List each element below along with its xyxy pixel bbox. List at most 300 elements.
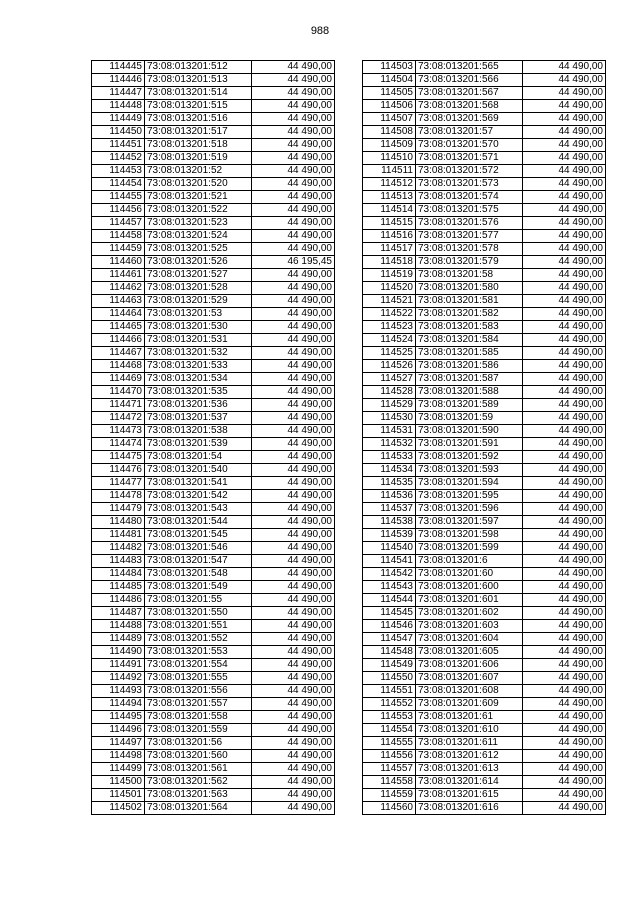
row-number-cell: 114460	[92, 256, 145, 269]
value-cell: 44 490,00	[252, 243, 335, 256]
row-number-cell: 114544	[363, 594, 416, 607]
row-number-cell: 114471	[92, 399, 145, 412]
row-number-cell: 114490	[92, 646, 145, 659]
row-number-cell: 114508	[363, 126, 416, 139]
table-row	[363, 139, 606, 152]
cadastral-number-cell: 73:08:013201:538	[145, 425, 252, 438]
table-row	[92, 477, 335, 490]
value-cell: 44 490,00	[523, 477, 606, 490]
row-number-cell: 114558	[363, 776, 416, 789]
value-cell: 44 490,00	[523, 269, 606, 282]
table-row	[92, 113, 335, 126]
row-number-cell: 114484	[92, 568, 145, 581]
row-number-cell: 114482	[92, 542, 145, 555]
value-cell: 44 490,00	[523, 620, 606, 633]
value-cell: 44 490,00	[523, 724, 606, 737]
value-cell: 44 490,00	[252, 347, 335, 360]
value-cell: 44 490,00	[252, 438, 335, 451]
table-row	[92, 100, 335, 113]
table-row	[363, 542, 606, 555]
value-cell: 44 490,00	[523, 503, 606, 516]
row-number-cell: 114543	[363, 581, 416, 594]
row-number-cell: 114504	[363, 74, 416, 87]
value-cell: 44 490,00	[523, 438, 606, 451]
table-row	[363, 412, 606, 425]
table-row	[92, 776, 335, 789]
cadastral-number-cell: 73:08:013201:550	[145, 607, 252, 620]
table-row	[363, 555, 606, 568]
cadastral-number-cell: 73:08:013201:595	[416, 490, 523, 503]
cadastral-number-cell: 73:08:013201:515	[145, 100, 252, 113]
value-cell: 44 490,00	[523, 256, 606, 269]
row-number-cell: 114472	[92, 412, 145, 425]
table-row	[363, 191, 606, 204]
table-row	[363, 308, 606, 321]
table-row	[363, 243, 606, 256]
cadastral-number-cell: 73:08:013201:616	[416, 802, 523, 815]
table-row	[363, 256, 606, 269]
cadastral-number-cell: 73:08:013201:574	[416, 191, 523, 204]
row-number-cell: 114502	[92, 802, 145, 815]
cadastral-number-cell: 73:08:013201:523	[145, 217, 252, 230]
cadastral-number-cell: 73:08:013201:566	[416, 74, 523, 87]
table-row	[92, 555, 335, 568]
value-cell: 44 490,00	[523, 672, 606, 685]
table-row	[363, 269, 606, 282]
table-row	[363, 516, 606, 529]
row-number-cell: 114491	[92, 659, 145, 672]
row-number-cell: 114463	[92, 295, 145, 308]
table-row	[363, 230, 606, 243]
table-row	[363, 321, 606, 334]
value-cell: 44 490,00	[252, 516, 335, 529]
row-number-cell: 114483	[92, 555, 145, 568]
row-number-cell: 114447	[92, 87, 145, 100]
cadastral-number-cell: 73:08:013201:587	[416, 373, 523, 386]
table-row	[363, 620, 606, 633]
cadastral-number-cell: 73:08:013201:534	[145, 373, 252, 386]
cadastral-number-cell: 73:08:013201:543	[145, 503, 252, 516]
row-number-cell: 114541	[363, 555, 416, 568]
table-row	[363, 776, 606, 789]
row-number-cell: 114547	[363, 633, 416, 646]
row-number-cell: 114555	[363, 737, 416, 750]
cadastral-number-cell: 73:08:013201:549	[145, 581, 252, 594]
cadastral-number-cell: 73:08:013201:615	[416, 789, 523, 802]
value-cell: 44 490,00	[523, 282, 606, 295]
cadastral-number-cell: 73:08:013201:547	[145, 555, 252, 568]
table-row	[363, 802, 606, 815]
row-number-cell: 114446	[92, 74, 145, 87]
value-cell: 44 490,00	[252, 581, 335, 594]
row-number-cell: 114536	[363, 490, 416, 503]
value-cell: 44 490,00	[523, 451, 606, 464]
row-number-cell: 114551	[363, 685, 416, 698]
cadastral-number-cell: 73:08:013201:518	[145, 139, 252, 152]
table-row	[363, 477, 606, 490]
value-cell: 44 490,00	[252, 191, 335, 204]
row-number-cell: 114473	[92, 425, 145, 438]
value-cell: 44 490,00	[252, 386, 335, 399]
cadastral-number-cell: 73:08:013201:564	[145, 802, 252, 815]
table-row	[92, 126, 335, 139]
row-number-cell: 114522	[363, 308, 416, 321]
value-cell: 44 490,00	[252, 334, 335, 347]
table-row	[92, 217, 335, 230]
value-cell: 44 490,00	[252, 568, 335, 581]
value-cell: 44 490,00	[252, 789, 335, 802]
value-cell: 44 490,00	[523, 308, 606, 321]
value-cell: 44 490,00	[252, 607, 335, 620]
value-cell: 44 490,00	[523, 425, 606, 438]
value-cell: 44 490,00	[252, 217, 335, 230]
row-number-cell: 114488	[92, 620, 145, 633]
value-cell: 44 490,00	[523, 152, 606, 165]
cadastral-number-cell: 73:08:013201:522	[145, 204, 252, 217]
row-number-cell: 114537	[363, 503, 416, 516]
table-row	[92, 308, 335, 321]
value-cell: 44 490,00	[523, 581, 606, 594]
table-row	[92, 633, 335, 646]
value-cell: 44 490,00	[523, 360, 606, 373]
cadastral-number-cell: 73:08:013201:604	[416, 633, 523, 646]
value-cell: 44 490,00	[252, 399, 335, 412]
value-cell: 44 490,00	[523, 373, 606, 386]
cadastral-number-cell: 73:08:013201:579	[416, 256, 523, 269]
value-cell: 44 490,00	[523, 243, 606, 256]
value-cell: 44 490,00	[523, 607, 606, 620]
cadastral-number-cell: 73:08:013201:516	[145, 113, 252, 126]
row-number-cell: 114526	[363, 360, 416, 373]
value-cell: 44 490,00	[252, 750, 335, 763]
row-number-cell: 114465	[92, 321, 145, 334]
cadastral-number-cell: 73:08:013201:546	[145, 542, 252, 555]
value-cell: 44 490,00	[523, 685, 606, 698]
value-cell: 44 490,00	[523, 386, 606, 399]
row-number-cell: 114462	[92, 282, 145, 295]
cadastral-number-cell: 73:08:013201:581	[416, 295, 523, 308]
cadastral-number-cell: 73:08:013201:559	[145, 724, 252, 737]
register-table-right	[362, 60, 606, 815]
value-cell: 44 490,00	[523, 698, 606, 711]
value-cell: 44 490,00	[523, 763, 606, 776]
cadastral-number-cell: 73:08:013201:542	[145, 490, 252, 503]
row-number-cell: 114540	[363, 542, 416, 555]
cadastral-number-cell: 73:08:013201:584	[416, 334, 523, 347]
value-cell: 44 490,00	[252, 802, 335, 815]
table-row	[92, 698, 335, 711]
value-cell: 44 490,00	[252, 672, 335, 685]
row-number-cell: 114534	[363, 464, 416, 477]
value-cell: 44 490,00	[252, 737, 335, 750]
value-cell: 44 490,00	[523, 464, 606, 477]
cadastral-number-cell: 73:08:013201:600	[416, 581, 523, 594]
cadastral-number-cell: 73:08:013201:536	[145, 399, 252, 412]
row-number-cell: 114474	[92, 438, 145, 451]
cadastral-number-cell: 73:08:013201:544	[145, 516, 252, 529]
row-number-cell: 114506	[363, 100, 416, 113]
cadastral-number-cell: 73:08:013201:560	[145, 750, 252, 763]
cadastral-number-cell: 73:08:013201:577	[416, 230, 523, 243]
row-number-cell: 114518	[363, 256, 416, 269]
row-number-cell: 114492	[92, 672, 145, 685]
value-cell: 44 490,00	[523, 139, 606, 152]
row-number-cell: 114480	[92, 516, 145, 529]
cadastral-number-cell: 73:08:013201:610	[416, 724, 523, 737]
table-row	[363, 594, 606, 607]
cadastral-number-cell: 73:08:013201:556	[145, 685, 252, 698]
table-row	[363, 490, 606, 503]
table-row	[363, 373, 606, 386]
table-row	[92, 178, 335, 191]
row-number-cell: 114505	[363, 87, 416, 100]
cadastral-number-cell: 73:08:013201:524	[145, 230, 252, 243]
cadastral-number-cell: 73:08:013201:531	[145, 334, 252, 347]
cadastral-number-cell: 73:08:013201:602	[416, 607, 523, 620]
row-number-cell: 114489	[92, 633, 145, 646]
table-row	[92, 529, 335, 542]
cadastral-number-cell: 73:08:013201:557	[145, 698, 252, 711]
table-row	[92, 503, 335, 516]
table-row	[92, 399, 335, 412]
cadastral-number-cell: 73:08:013201:608	[416, 685, 523, 698]
value-cell: 44 490,00	[523, 659, 606, 672]
cadastral-number-cell: 73:08:013201:576	[416, 217, 523, 230]
table-row	[92, 360, 335, 373]
row-number-cell: 114503	[363, 61, 416, 74]
row-number-cell: 114524	[363, 334, 416, 347]
row-number-cell: 114498	[92, 750, 145, 763]
cadastral-number-cell: 73:08:013201:530	[145, 321, 252, 334]
table-row	[92, 724, 335, 737]
row-number-cell: 114521	[363, 295, 416, 308]
cadastral-number-cell: 73:08:013201:533	[145, 360, 252, 373]
value-cell: 44 490,00	[523, 633, 606, 646]
cadastral-number-cell: 73:08:013201:582	[416, 308, 523, 321]
row-number-cell: 114501	[92, 789, 145, 802]
table-row	[363, 295, 606, 308]
row-number-cell: 114528	[363, 386, 416, 399]
table-row	[92, 659, 335, 672]
row-number-cell: 114450	[92, 126, 145, 139]
table-row	[92, 269, 335, 282]
value-cell: 44 490,00	[523, 191, 606, 204]
value-cell: 44 490,00	[252, 477, 335, 490]
value-cell: 44 490,00	[252, 100, 335, 113]
value-cell: 44 490,00	[523, 646, 606, 659]
cadastral-number-cell: 73:08:013201:60	[416, 568, 523, 581]
cadastral-number-cell: 73:08:013201:519	[145, 152, 252, 165]
value-cell: 44 490,00	[523, 542, 606, 555]
row-number-cell: 114475	[92, 451, 145, 464]
table-row	[363, 503, 606, 516]
value-cell: 44 490,00	[252, 620, 335, 633]
row-number-cell: 114469	[92, 373, 145, 386]
value-cell: 44 490,00	[252, 776, 335, 789]
cadastral-number-cell: 73:08:013201:601	[416, 594, 523, 607]
cadastral-number-cell: 73:08:013201:512	[145, 61, 252, 74]
cadastral-number-cell: 73:08:013201:611	[416, 737, 523, 750]
row-number-cell: 114525	[363, 347, 416, 360]
cadastral-number-cell: 73:08:013201:54	[145, 451, 252, 464]
value-cell: 44 490,00	[252, 490, 335, 503]
table-row	[363, 87, 606, 100]
row-number-cell: 114517	[363, 243, 416, 256]
cadastral-number-cell: 73:08:013201:596	[416, 503, 523, 516]
cadastral-number-cell: 73:08:013201:612	[416, 750, 523, 763]
table-row	[92, 87, 335, 100]
table-row	[363, 126, 606, 139]
row-number-cell: 114470	[92, 386, 145, 399]
cadastral-number-cell: 73:08:013201:56	[145, 737, 252, 750]
cadastral-number-cell: 73:08:013201:513	[145, 74, 252, 87]
table-row	[92, 620, 335, 633]
value-cell: 44 490,00	[523, 100, 606, 113]
table-row	[363, 724, 606, 737]
cadastral-number-cell: 73:08:013201:575	[416, 204, 523, 217]
cadastral-number-cell: 73:08:013201:528	[145, 282, 252, 295]
cadastral-number-cell: 73:08:013201:593	[416, 464, 523, 477]
row-number-cell: 114477	[92, 477, 145, 490]
row-number-cell: 114481	[92, 529, 145, 542]
cadastral-number-cell: 73:08:013201:517	[145, 126, 252, 139]
value-cell: 44 490,00	[252, 139, 335, 152]
row-number-cell: 114556	[363, 750, 416, 763]
register-table-left	[91, 60, 335, 815]
table-row	[363, 165, 606, 178]
value-cell: 44 490,00	[523, 126, 606, 139]
cadastral-number-cell: 73:08:013201:590	[416, 425, 523, 438]
row-number-cell: 114448	[92, 100, 145, 113]
value-cell: 44 490,00	[523, 230, 606, 243]
table-row	[363, 360, 606, 373]
row-number-cell: 114523	[363, 321, 416, 334]
cadastral-number-cell: 73:08:013201:554	[145, 659, 252, 672]
row-number-cell: 114509	[363, 139, 416, 152]
value-cell: 44 490,00	[523, 776, 606, 789]
value-cell: 44 490,00	[523, 295, 606, 308]
table-row	[363, 113, 606, 126]
table-row	[92, 711, 335, 724]
table-row	[363, 763, 606, 776]
table-row	[363, 61, 606, 74]
cadastral-number-cell: 73:08:013201:526	[145, 256, 252, 269]
cadastral-number-cell: 73:08:013201:583	[416, 321, 523, 334]
cadastral-number-cell: 73:08:013201:580	[416, 282, 523, 295]
table-row	[363, 386, 606, 399]
value-cell: 44 490,00	[252, 113, 335, 126]
row-number-cell: 114497	[92, 737, 145, 750]
value-cell: 44 490,00	[523, 334, 606, 347]
value-cell: 44 490,00	[252, 308, 335, 321]
table-row	[92, 321, 335, 334]
table-row	[92, 204, 335, 217]
cadastral-number-cell: 73:08:013201:539	[145, 438, 252, 451]
row-number-cell: 114515	[363, 217, 416, 230]
value-cell: 44 490,00	[252, 698, 335, 711]
table-row	[92, 139, 335, 152]
table-row	[363, 685, 606, 698]
row-number-cell: 114496	[92, 724, 145, 737]
value-cell: 44 490,00	[252, 178, 335, 191]
row-number-cell: 114514	[363, 204, 416, 217]
row-number-cell: 114456	[92, 204, 145, 217]
cadastral-number-cell: 73:08:013201:520	[145, 178, 252, 191]
value-cell: 44 490,00	[523, 711, 606, 724]
table-row	[92, 412, 335, 425]
value-cell: 44 490,00	[252, 555, 335, 568]
cadastral-number-cell: 73:08:013201:572	[416, 165, 523, 178]
cadastral-number-cell: 73:08:013201:527	[145, 269, 252, 282]
row-number-cell: 114485	[92, 581, 145, 594]
value-cell: 44 490,00	[523, 178, 606, 191]
row-number-cell: 114529	[363, 399, 416, 412]
table-row	[92, 347, 335, 360]
row-number-cell: 114520	[363, 282, 416, 295]
cadastral-number-cell: 73:08:013201:563	[145, 789, 252, 802]
row-number-cell: 114486	[92, 594, 145, 607]
row-number-cell: 114451	[92, 139, 145, 152]
value-cell: 44 490,00	[252, 230, 335, 243]
cadastral-number-cell: 73:08:013201:53	[145, 308, 252, 321]
table-row	[92, 763, 335, 776]
table-row	[92, 568, 335, 581]
row-number-cell: 114459	[92, 243, 145, 256]
cadastral-number-cell: 73:08:013201:561	[145, 763, 252, 776]
value-cell: 44 490,00	[252, 763, 335, 776]
value-cell: 44 490,00	[252, 594, 335, 607]
row-number-cell: 114533	[363, 451, 416, 464]
cadastral-number-cell: 73:08:013201:525	[145, 243, 252, 256]
value-cell: 44 490,00	[523, 321, 606, 334]
cadastral-number-cell: 73:08:013201:569	[416, 113, 523, 126]
cadastral-number-cell: 73:08:013201:614	[416, 776, 523, 789]
value-cell: 44 490,00	[252, 659, 335, 672]
table-row	[92, 61, 335, 74]
row-number-cell: 114493	[92, 685, 145, 698]
cadastral-number-cell: 73:08:013201:553	[145, 646, 252, 659]
row-number-cell: 114457	[92, 217, 145, 230]
cadastral-number-cell: 73:08:013201:514	[145, 87, 252, 100]
cadastral-number-cell: 73:08:013201:598	[416, 529, 523, 542]
cadastral-number-cell: 73:08:013201:585	[416, 347, 523, 360]
table-row	[92, 152, 335, 165]
value-cell: 44 490,00	[252, 61, 335, 74]
value-cell: 44 490,00	[523, 737, 606, 750]
row-number-cell: 114527	[363, 373, 416, 386]
row-number-cell: 114458	[92, 230, 145, 243]
row-number-cell: 114464	[92, 308, 145, 321]
value-cell: 44 490,00	[523, 113, 606, 126]
row-number-cell: 114532	[363, 438, 416, 451]
table-row	[363, 217, 606, 230]
table-row	[363, 568, 606, 581]
table-row	[92, 789, 335, 802]
table-row	[92, 334, 335, 347]
table-row	[363, 451, 606, 464]
value-cell: 44 490,00	[252, 269, 335, 282]
cadastral-number-cell: 73:08:013201:61	[416, 711, 523, 724]
table-row	[92, 594, 335, 607]
cadastral-number-cell: 73:08:013201:588	[416, 386, 523, 399]
value-cell: 44 490,00	[252, 451, 335, 464]
cadastral-number-cell: 73:08:013201:552	[145, 633, 252, 646]
value-cell: 44 490,00	[523, 204, 606, 217]
row-number-cell: 114535	[363, 477, 416, 490]
cadastral-number-cell: 73:08:013201:529	[145, 295, 252, 308]
table-row	[363, 178, 606, 191]
value-cell: 44 490,00	[523, 412, 606, 425]
